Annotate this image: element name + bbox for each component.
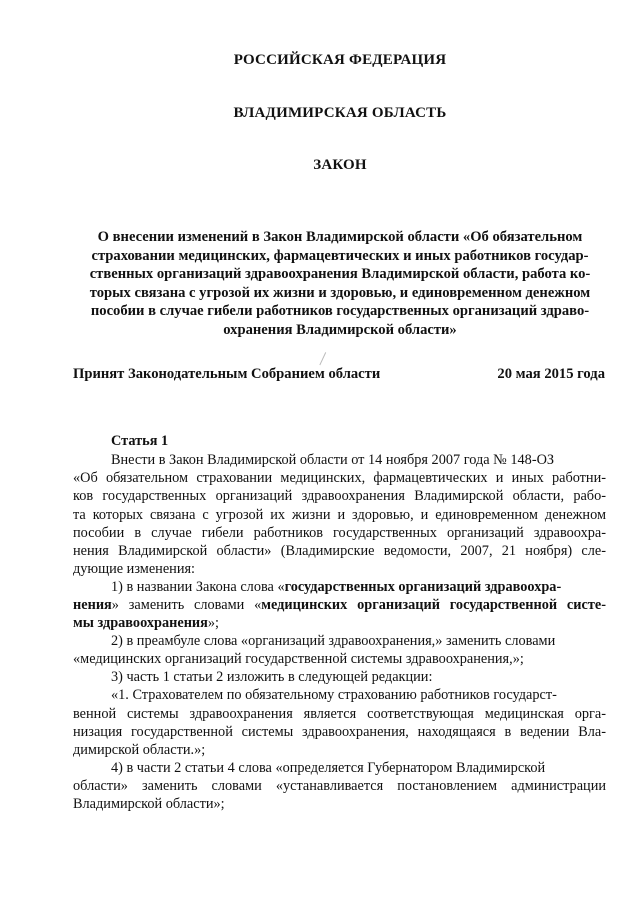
item-3-line: низация государственной системы здравоохранения, находящаяся в ведении Вла- [73, 724, 606, 740]
item-2-line: 2) в преамбуле слова «организаций здравоохранения,» заменить словами [111, 633, 556, 649]
bold-run: нения [73, 597, 112, 613]
article-line: та которых связана с угрозой их жизни и здоровью, и единовременном денежном [73, 507, 606, 523]
item-4-line: Владимирской области»; [73, 796, 225, 812]
document-type-heading: ЗАКОН [313, 157, 367, 173]
country-heading: РОССИЙСКАЯ ФЕДЕРАЦИЯ [233, 52, 447, 68]
item-4-line: области» заменить словами «устанавливается постановлением администрации [73, 778, 606, 794]
item-3-line: «1. Страхователем по обязательному страхованию работников государст- [111, 687, 557, 703]
item-1-line [73, 596, 606, 614]
adopted-by: Принят Законодательным Собранием области [73, 366, 381, 382]
law-title-line: страховании медицинских, фармацевтических и иных работников государ- [91, 248, 589, 264]
item-1-line [111, 578, 606, 596]
bold-run: государственных организаций здравоохра- [284, 579, 562, 595]
bold-run: мы здравоохранения [73, 615, 208, 631]
article-line: дующие изменения: [73, 561, 196, 577]
law-title-line: О внесении изменений в Закон Владимирской области «Об обязательном [97, 229, 583, 245]
item-3-line: димирской области.»; [73, 742, 206, 758]
law-title-line: охранения Владимирской области» [223, 322, 457, 338]
item-4-line: 4) в части 2 статьи 4 слова «определяется Губернатором Владимирской [111, 760, 546, 776]
text-run: »; [207, 615, 220, 631]
bold-run: медицинских организаций государственной систе- [261, 597, 606, 613]
region-heading: ВЛАДИМИРСКАЯ ОБЛАСТЬ [233, 105, 447, 121]
law-title-line: торых связана с угрозой их жизни и здоровью, и единовременном денежном [89, 285, 591, 301]
item-3-line: венной системы здравоохранения является соответствующая медицинская орга- [73, 706, 606, 722]
item-2-line: «медицинских организаций государственной системы здравоохранения,»; [73, 651, 524, 667]
article-line: ков государственных организаций здравоохранения Владимирской области, рабо- [73, 488, 606, 504]
law-title-line: пособии в случае гибели работников государственных организаций здраво- [90, 303, 590, 319]
adoption-date: 20 мая 2015 года [497, 366, 605, 382]
item-1-line [73, 614, 606, 632]
article-line: «Об обязательном страховании медицинских, фармацевтических и иных работни- [73, 470, 606, 486]
article-line: нения Владимирской области» (Владимирские ведомости, 2007, 21 ноября) сле- [73, 543, 606, 559]
item-3-line: 3) часть 1 статьи 2 изложить в следующей редакции: [111, 669, 433, 685]
text-run: » заменить словами « [111, 597, 262, 613]
article-line: пособии в случае гибели работников государственных организаций здравоохра- [73, 525, 606, 541]
law-title-line: ственных организаций здравоохранения Владимирской области, работа ко- [89, 266, 591, 282]
text-run: 1) в названии Закона слова « [111, 579, 285, 595]
article-line: Внести в Закон Владимирской области от 14 ноября 2007 года № 148-ОЗ [111, 452, 555, 468]
article-heading: Статья 1 [111, 433, 169, 449]
